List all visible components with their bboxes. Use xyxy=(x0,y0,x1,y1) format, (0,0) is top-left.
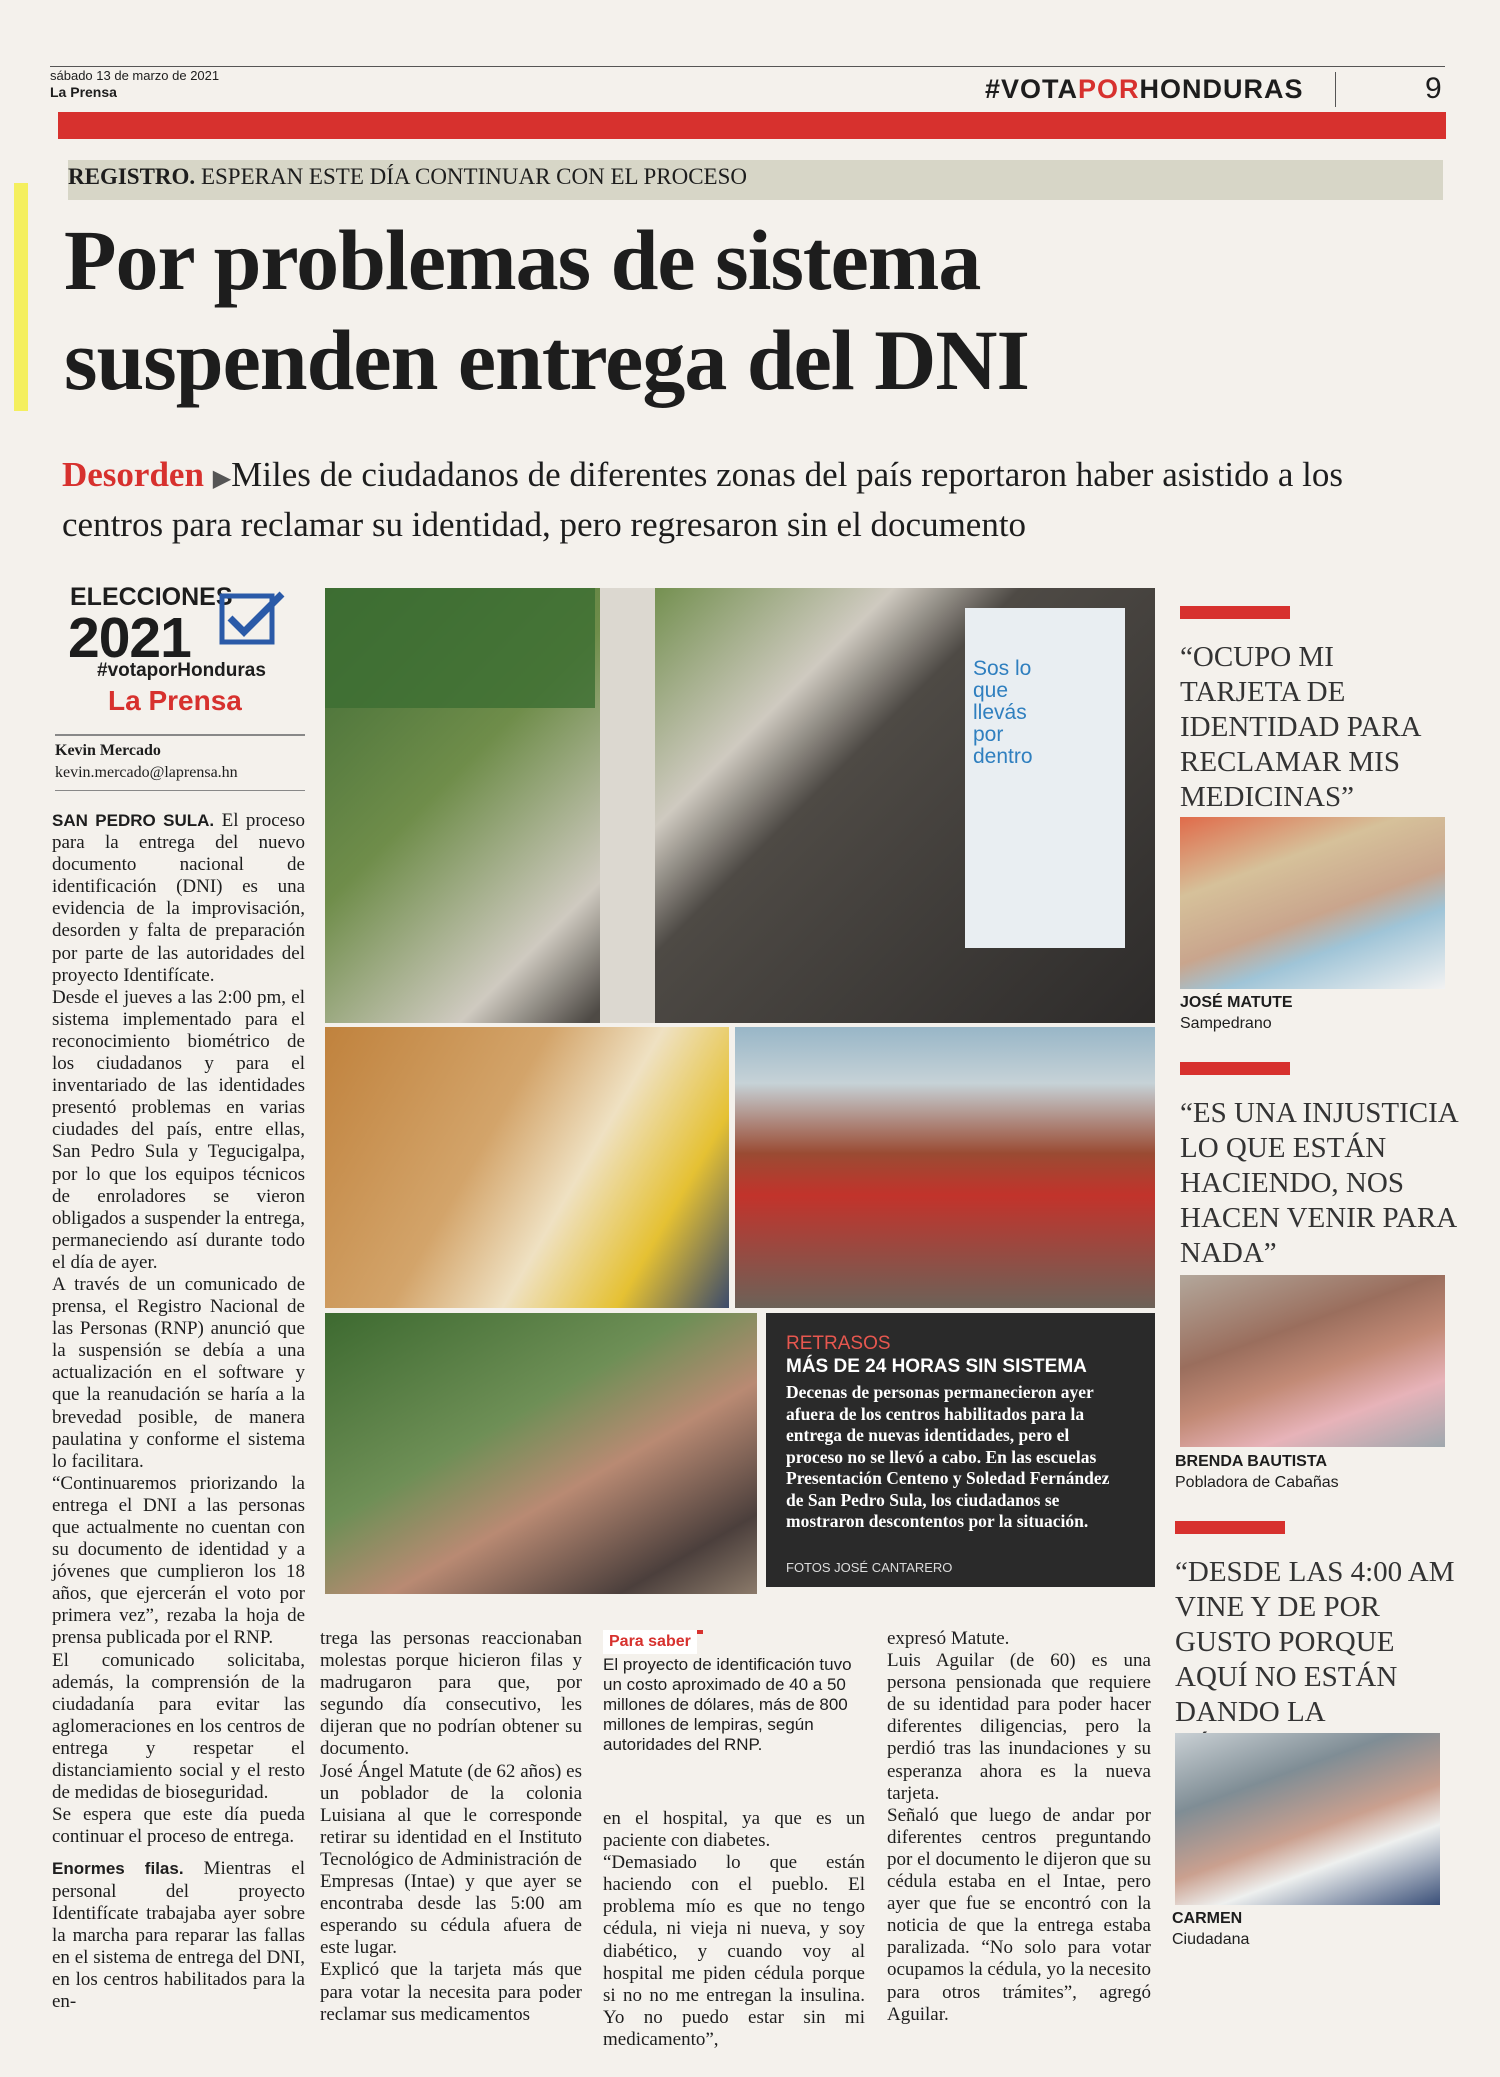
body-paragraph: “Continuaremos priorizando la entrega el DNI a las personas que actualmente no cuentan con su documento de identidad y a jóvenes que cumplieron los 18 años, que ejercerán el voto por primera vez”, rezaba la hoja de prensa publicada por el RNP. xyxy=(52,1472,305,1649)
portrait-photo xyxy=(1180,1275,1445,1447)
headline-line-1: Por problemas de sistema xyxy=(64,212,981,308)
hashtag-part-1: #VOTA xyxy=(985,74,1079,104)
ballot-check-icon xyxy=(218,590,288,650)
poster-slogan: Sos lo que llevás por dentro xyxy=(973,657,1033,768)
caption-text: Decenas de personas permanecieron ayer afuera de los centros habilitados para la entrega de nuevas identidades, pero el proceso no se llevó a cabo. En las escuelas Presentación Centeno y Soledad Fernández de San Pedro Sula, los ciudadanos se mostraron descontentos por la situación. xyxy=(786,1382,1110,1531)
kicker-label: REGISTRO. xyxy=(68,164,196,189)
body-paragraph: Se espera que este día pueda continuar el proceso de entrega. xyxy=(52,1804,305,1848)
body-paragraph: Luis Aguilar (de 60) es una persona pensionada que requiere de su identidad para poder hacer diferentes diligencias, pero la perdió tras las inundaciones y su esperanza ahora es la nueva tarjeta. xyxy=(887,1650,1151,1804)
tree-canopy xyxy=(325,588,595,708)
body-paragraph: Desde el jueves a las 2:00 pm, el sistema implementado para el reconocimiento biométrico de los ciudadanos y para el inventariado de las identidades presentó problemas en varias ciudades del país, entre ellas, San Pedro Sula y Tegucigalpa, por lo que los equipos técnicos de enroladores se vieron obligados a suspender la entrega, permaneciendo así durante todo el día de ayer. xyxy=(52,986,305,1273)
body-text: El proceso para la entrega del nuevo documento nacional de identificación (DNI) es una evidencia de la improvisación, desorden y falta de preparación por parte de las autoridades del proyecto Identifícate. xyxy=(52,810,305,986)
highlighter-mark xyxy=(14,183,28,411)
pull-quote: “ES UNA INJUSTICIA LO QUE ESTÁN HACIENDO, NOS HACEN VENIR PARA NADA” xyxy=(1180,1097,1458,1269)
elections-logo-hashtag: #votaporHonduras xyxy=(97,660,266,681)
play-arrow-icon: ▶ xyxy=(212,466,232,492)
photo-people-waiting-masks xyxy=(325,1027,729,1308)
subhead: Enormes filas. xyxy=(52,1859,184,1879)
body-column-2 xyxy=(320,1628,582,2026)
elections-logo-paper: La Prensa xyxy=(108,685,242,716)
body-column-4 xyxy=(887,1628,1151,2026)
author-name: Kevin Mercado xyxy=(55,742,161,759)
pull-quote: “DESDE LAS 4:00 AM VINE Y DE POR GUSTO PORQUE AQUÍ NO ESTÁN DANDO LA xyxy=(1175,1556,1455,1728)
caption-kicker: RETRASOS xyxy=(786,1333,891,1354)
body-paragraph: trega las personas reaccionaban molestas porque hicieron filas y madrugaron para que, por segundo día consecutivo, les dijeran que no podrían obtener su documento. xyxy=(320,1628,582,1760)
quote-source-role: Sampedrano xyxy=(1180,1015,1272,1032)
photo-people-under-trees xyxy=(325,1313,757,1594)
kicker-text: ESPERAN ESTE DÍA CONTINUAR CON EL PROCESO xyxy=(200,164,748,189)
byline-rule-bottom xyxy=(55,790,305,791)
body-paragraph: A través de un comunicado de prensa, el Registro Nacional de las Personas (RNP) anunció que la suspensión se debía a una actualización en el software y que la reanudación se haría a la brevedad posible, de manera paulatina y conforme el sistema lo facilitara. xyxy=(52,1273,305,1472)
author-email: kevin.mercado@laprensa.hn xyxy=(55,764,238,781)
body-paragraph: El comunicado solicitaba, además, la comprensión de la ciudadanía para evitar las aglomeraciones en los centros de entrega y respetar el distanciamiento social y el resto de medidas de bioseguridad. xyxy=(52,1649,305,1804)
quote-source-role: Pobladora de Cabañas xyxy=(1175,1474,1339,1491)
masthead-rule xyxy=(50,66,1445,67)
dateline: SAN PEDRO SULA. xyxy=(52,811,215,830)
photo-credit: FOTOS JOSÉ CANTARERO xyxy=(786,1560,953,1575)
elections-logo-title: ELECCIONES xyxy=(70,583,233,611)
section-color-bar xyxy=(58,112,1446,139)
masthead-divider xyxy=(1335,72,1336,107)
quote-bar xyxy=(1180,606,1290,619)
body-paragraph: en el hospital, ya que es un paciente con diabetes. xyxy=(603,1808,865,1852)
body-paragraph: Señaló que luego de andar por diferentes centros preguntando por el documento le dijeron que su cédula estaba en el Intae, pero ayer que fue se encontró con la noticia de que la entrega estaba paralizada. “No solo para votar ocupamos la cédula, yo la necesito para otros trámites”, agregó Aguilar. xyxy=(887,1804,1151,2025)
issue-date: sábado 13 de marzo de 2021 xyxy=(50,68,220,83)
body-text: Mientras el personal del proyecto Identifícate trabajaba ayer sobre la marcha para reparar las fallas en el sistema de entrega del DNI, en los centros habilitados para la en- xyxy=(52,1858,305,2012)
deck-label: Desorden xyxy=(62,455,204,494)
quote-source-name: JOSÉ MATUTE xyxy=(1180,994,1293,1011)
info-box-text: El proyecto de identificación tuvo un costo aproximado de 40 a 50 millones de dólares, más de 800 millones de lempiras, según autoridades del RNP. xyxy=(603,1655,852,1754)
body-paragraph: Explicó que la tarjeta más que para votar la necesita para poder reclamar sus medicamentos xyxy=(320,1959,582,2025)
body-paragraph: José Ángel Matute (de 62 años) es un poblador de la colonia Luisiana al que le corresponde retirar su identidad en el Instituto Tecnológico de Administración de Empresas (Intae) y que ayer se encontraba desde las 5:00 am esperando su cédula afuera de este lugar. xyxy=(320,1760,582,1959)
photo-crowd-outside-center xyxy=(325,588,1155,1023)
page-number: 9 xyxy=(1425,72,1442,105)
deck-text: Miles de ciudadanos de diferentes zonas del país reportaron haber asistido a los centros para reclamar su identidad, pero regresaron sin el documento xyxy=(62,455,1344,544)
body-column-1 xyxy=(52,810,305,2013)
headline-line-2: suspenden entrega del DNI xyxy=(64,312,1029,408)
byline-rule xyxy=(55,734,305,736)
elections-logo-year: 2021 xyxy=(68,606,191,670)
body-paragraph xyxy=(52,810,305,987)
headline xyxy=(64,210,1364,410)
photo-school-gate xyxy=(735,1027,1155,1308)
quote-bar xyxy=(1175,1521,1285,1534)
deck xyxy=(62,452,1422,548)
body-column-3 xyxy=(603,1808,865,2051)
quote-source-role: Ciudadana xyxy=(1172,1931,1250,1948)
pull-quote: “OCUPO MI TARJETA DE IDENTIDAD PARA RECLAMAR MIS MEDICINAS” xyxy=(1180,641,1420,813)
info-box-label: Para saber xyxy=(603,1630,697,1654)
body-paragraph xyxy=(52,1858,305,2013)
body-paragraph: expresó Matute. xyxy=(887,1628,1010,1649)
caption-title: MÁS DE 24 HORAS SIN SISTEMA xyxy=(786,1356,1087,1377)
quote-source-name: BRENDA BAUTISTA xyxy=(1175,1453,1327,1470)
kicker xyxy=(68,164,747,190)
hashtag-part-3: HONDURAS xyxy=(1139,74,1304,104)
section-hashtag xyxy=(985,74,1304,105)
paper-name: La Prensa xyxy=(50,84,117,100)
quote-bar xyxy=(1180,1062,1290,1075)
body-paragraph: “Demasiado lo que están haciendo con el pueblo. El problema mío es que no tengo cédula, ni vieja ni nueva, y soy diabético, y cuando voy al hospital me piden cédula porque si no no me entregan la insulina. Yo no puedo estar sin mi medicamento”, xyxy=(603,1852,865,2050)
hashtag-part-2: POR xyxy=(1078,74,1140,104)
portrait-photo xyxy=(1180,817,1445,989)
column-pillar xyxy=(600,588,655,1023)
quote-source-name: CARMEN xyxy=(1172,1910,1243,1927)
portrait-photo xyxy=(1175,1733,1440,1905)
